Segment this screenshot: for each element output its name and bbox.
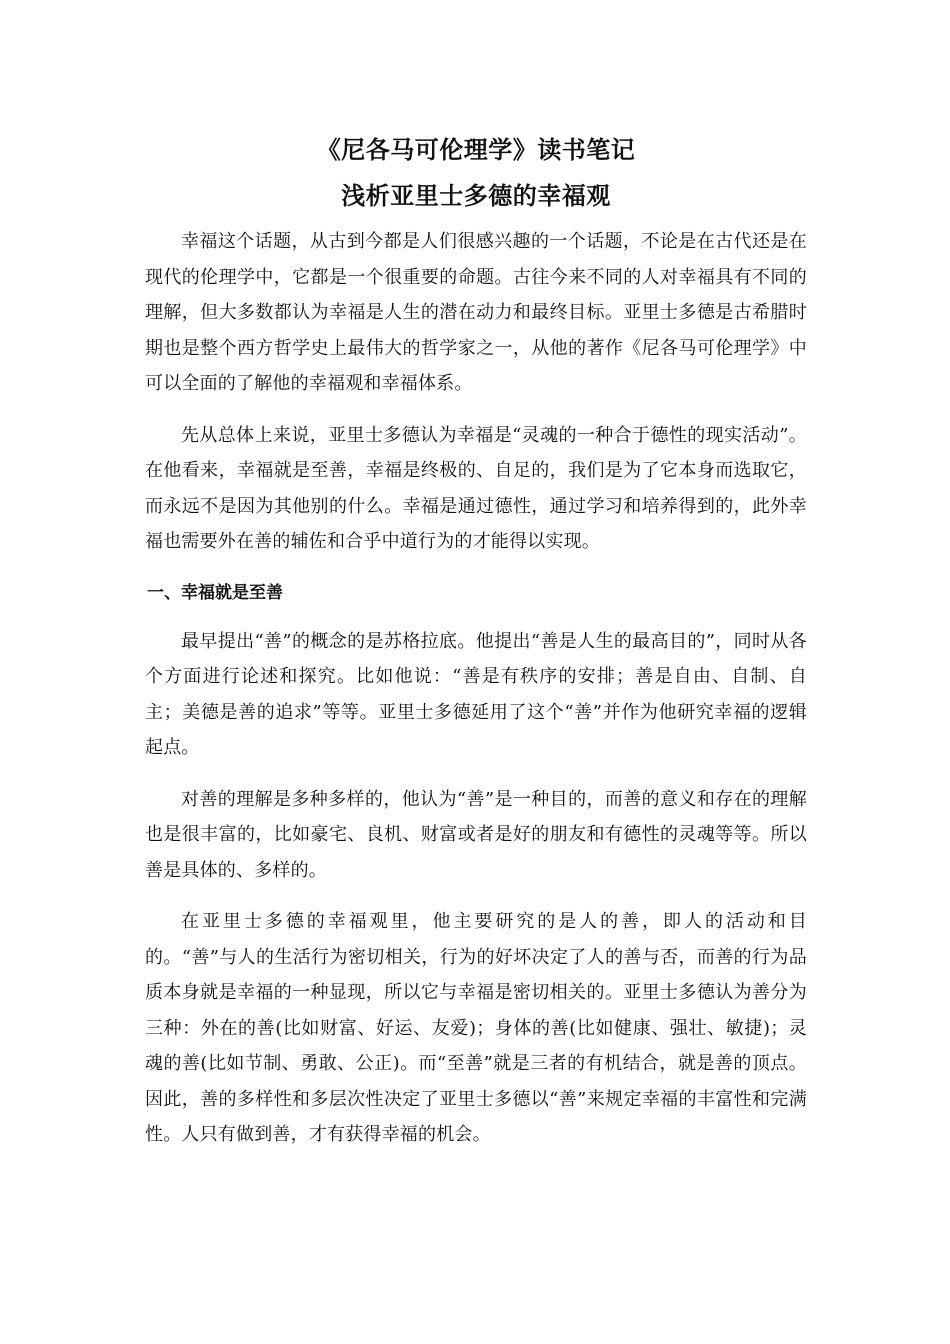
intro-paragraph-2: 先从总体上来说，亚里士多德认为幸福是“灵魂的一种合于德性的现实活动”。在他看来，幸福就是至善，幸福是终极的、自足的，我们是为了它本身而选取它，而永远不是因为其他别的什么。幸福是通过德性，通过学习和培养得到的，此外幸福也需要外在善的辅佐和合乎中道行为的才能得以实现。: [145, 424, 807, 552]
section-paragraph-3: 在亚里士多德的幸福观里，他主要研究的是人的善，即人的活动和目的。“善”与人的生活行为密切相关，行为的好坏决定了人的善与否，而善的行为品质本身就是幸福的一种显现，所以它与幸福是密切相关的。亚里士多德认为善分为三种：外在的善(比如财富、好运、友爱)；身体的善(比如健康、强壮、敏捷)；灵魂的善(比如节制、勇敢、公正)。而“至善”就是三者的有机结合，就是善的顶点。因此，善的多样性和多层次性决定了亚里士多德以“善”来规定幸福的丰富性和完满性。人只有做到善，才有获得幸福的机会。: [145, 911, 807, 1145]
document-subtitle: 浅析亚里士多德的幸福观: [341, 182, 611, 210]
document-body: [145, 132, 807, 1169]
section-paragraph-1: 最早提出“善”的概念的是苏格拉底。他提出“善是人生的最高目的”，同时从各个方面进行论述和探究。比如他说：“善是有秩序的安排；善是自由、自制、自主；美德是善的追求”等等。亚里士多德延用了这个“善”并作为他研究幸福的逻辑起点。: [145, 630, 807, 758]
document-title: 《尼各马可伦理学》读书笔记: [316, 136, 636, 164]
title-block: [145, 132, 807, 214]
intro-paragraph-1: 幸福这个话题，从古到今都是人们很感兴趣的一个话题，不论是在古代还是在现代的伦理学中，它都是一个很重要的命题。古往今来不同的人对幸福具有不同的理解，但大多数都认为幸福是人生的潜在动力和最终目标。亚里士多德是古希腊时期也是整个西方哲学史上最伟大的哲学家之一，从他的著作《尼各马可伦理学》中可以全面的了解他的幸福观和幸福体系。: [145, 231, 807, 394]
section-heading: 一、幸福就是至善: [147, 582, 283, 603]
section-paragraph-2: 对善的理解是多种多样的，他认为“善”是一种目的，而善的意义和存在的理解也是很丰富的，比如豪宅、良机、财富或者是好的朋友和有德性的灵魂等等。所以善是具体的、多样的。: [145, 788, 807, 881]
